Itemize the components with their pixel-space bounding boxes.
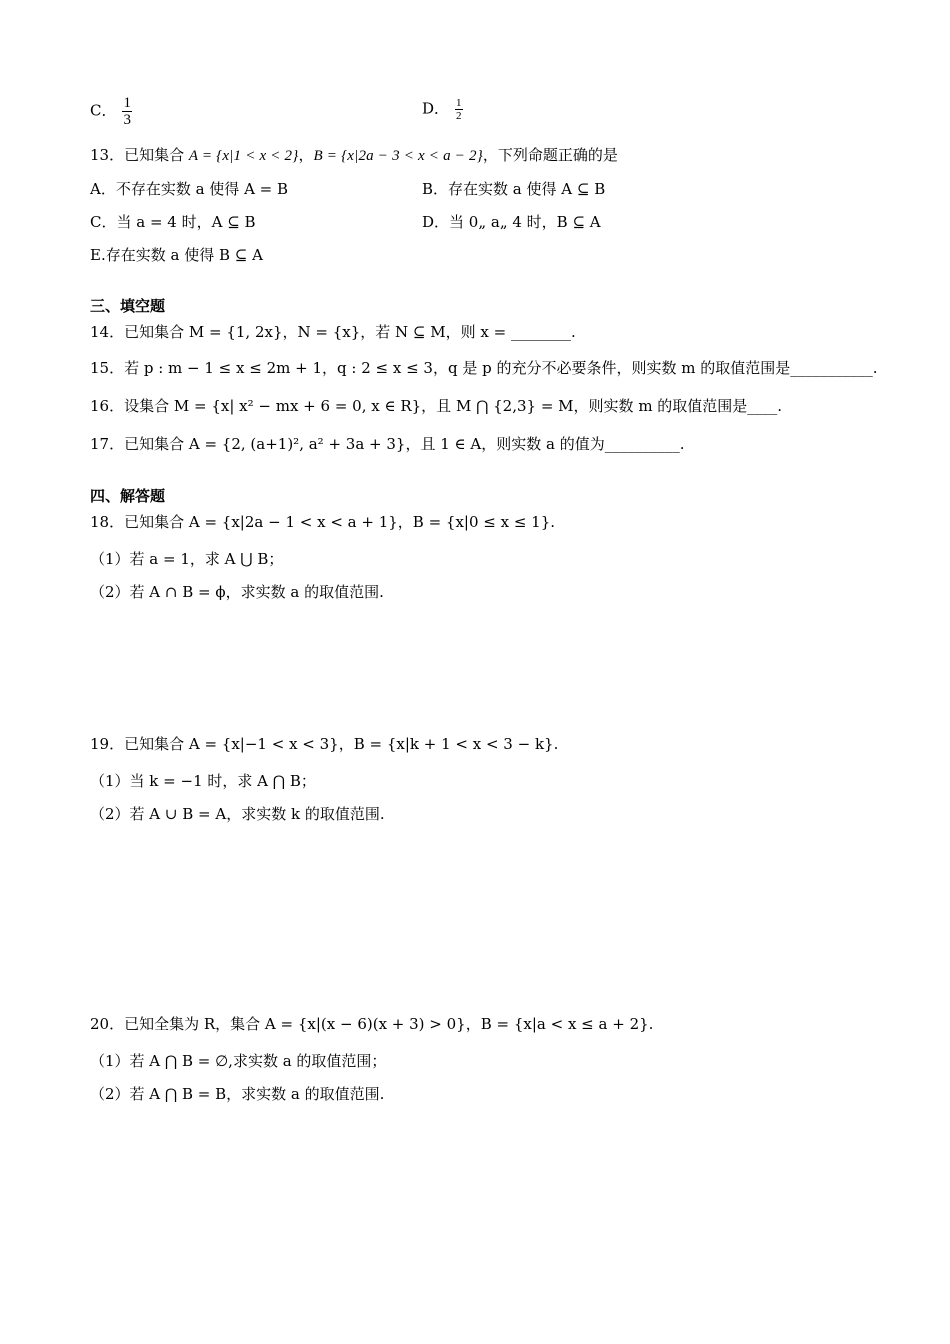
q19-part2: （2）若 A ∪ B = A，求实数 k 的取值范围. (90, 805, 385, 823)
q13-stem-prefix: 13．已知集合 (90, 146, 189, 164)
q19-part1: （1）当 k = −1 时，求 A ⋂ B； (90, 772, 316, 790)
q13-option-b: B．存在实数 a 使得 A ⊆ B (422, 180, 606, 198)
q13-stem-sep: ， (298, 146, 314, 164)
q13-option-a: A．不存在实数 a 使得 A = B (90, 180, 289, 198)
q13-set-b: B = {x|2a − 3 < x < a − 2} (313, 148, 483, 164)
q20-part2: （2）若 A ⋂ B = B，求实数 a 的取值范围. (90, 1085, 385, 1103)
q12-option-d-label: D． (422, 99, 450, 118)
q12-option-c-fraction (122, 95, 132, 128)
q18-part1: （1）若 a = 1，求 A ⋃ B； (90, 550, 284, 568)
q12-option-d (422, 97, 463, 122)
section-answer-title: 四、解答题 (90, 487, 166, 505)
q18-part2: （2）若 A ∩ B = ϕ，求实数 a 的取值范围. (90, 583, 384, 601)
q16-text: 16．设集合 M = {x| x² − mx + 6 = 0, x ∈ R}，且 M ⋂ {2,3} = M，则实数 m 的取值范围是____. (90, 397, 783, 415)
q12-option-c-denominator: 3 (123, 112, 131, 128)
q19-stem: 19．已知集合 A = {x|−1 < x < 3}，B = {x|k + 1 < x < 3 − k}. (90, 735, 559, 753)
section-fill-in-title: 三、填空题 (90, 297, 166, 315)
q12-option-d-numerator: 1 (456, 97, 462, 109)
q13-stem (90, 145, 618, 166)
q15-text: 15．若 p : m − 1 ≤ x ≤ 2m + 1，q : 2 ≤ x ≤ 3，q 是 p 的充分不必要条件，则实数 m 的取值范围是___________. (90, 359, 878, 377)
q12-option-c-label: C． (90, 101, 117, 120)
q20-part1: （1）若 A ⋂ B = ∅,求实数 a 的取值范围； (90, 1052, 387, 1070)
q13-option-e: E.存在实数 a 使得 B ⊆ A (90, 246, 263, 264)
q13-set-a: A = {x|1 < x < 2} (188, 148, 299, 164)
q12-option-d-fraction (455, 97, 463, 122)
q13-option-c: C．当 a = 4 时，A ⊆ B (90, 213, 256, 231)
q12-option-c (90, 95, 132, 128)
q17-text: 17．已知集合 A = {2, (a+1)², a² + 3a + 3}，且 1 ∈ A，则实数 a 的值为__________. (90, 435, 685, 453)
q20-stem: 20．已知全集为 R，集合 A = {x|(x − 6)(x + 3) > 0}，B = {x|a < x ≤ a + 2}. (90, 1015, 654, 1033)
q14-text: 14．已知集合 M = {1, 2x}，N = {x}，若 N ⊆ M，则 x = ________. (90, 323, 576, 341)
q12-option-c-numerator: 1 (123, 95, 131, 111)
q12-option-d-denominator: 2 (456, 110, 462, 122)
q13-option-d: D．当 0„ a„ 4 时，B ⊆ A (422, 213, 601, 231)
q18-stem: 18．已知集合 A = {x|2a − 1 < x < a + 1}，B = {x|0 ≤ x ≤ 1}. (90, 513, 556, 531)
q13-stem-suffix: ，下列命题正确的是 (482, 146, 618, 164)
